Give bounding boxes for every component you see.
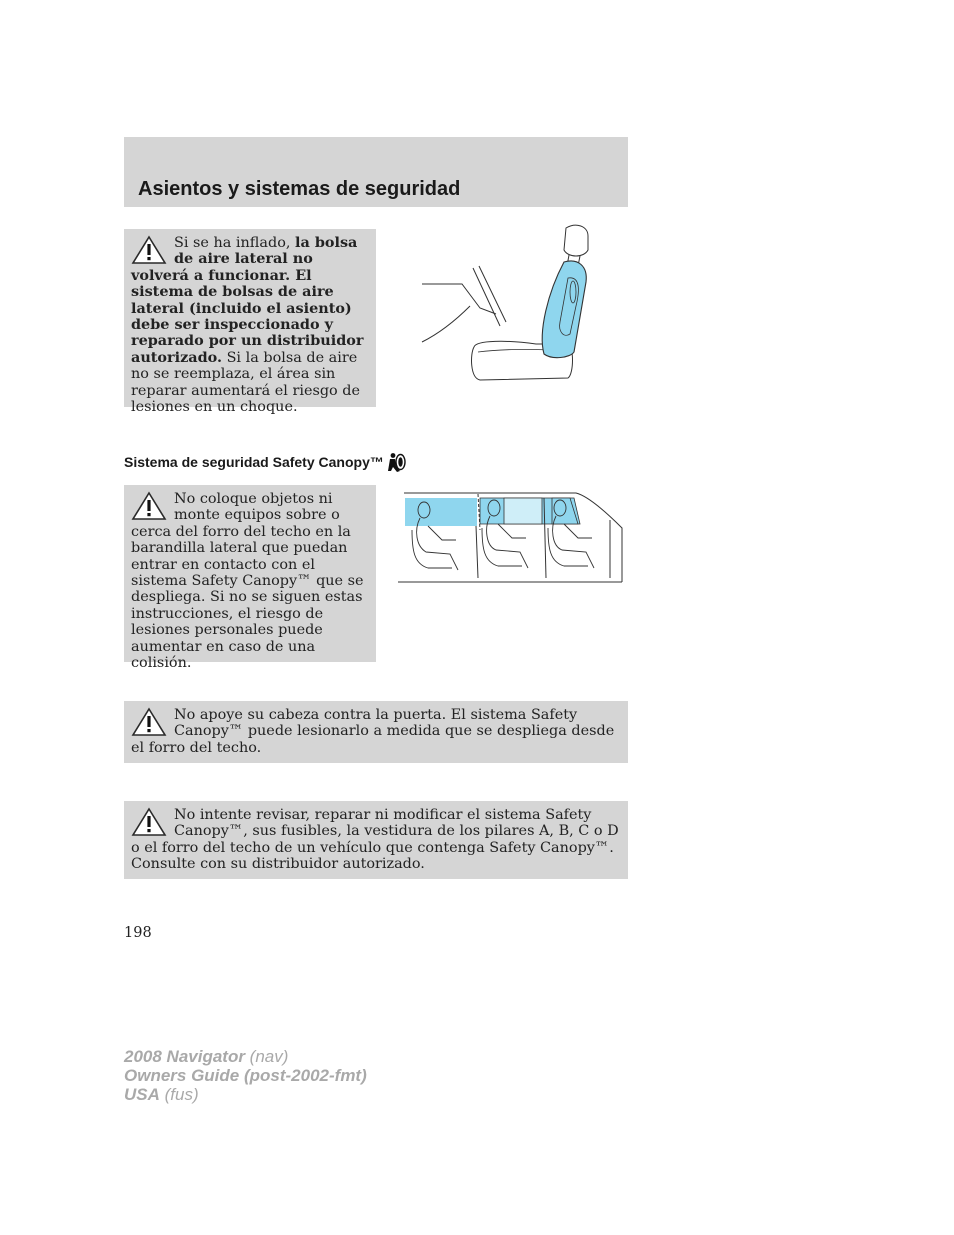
warning-box-headliner xyxy=(124,485,376,672)
footer-line-model: 2008 Navigator (nav) xyxy=(124,1047,289,1066)
warning-triangle-icon xyxy=(131,707,167,737)
warning-triangle-icon xyxy=(131,491,167,521)
warning-text: No intente revisar, reparar ni modificar el sistema Safety Canopy™, sus fusibles, la vestidura de los pilares A, B, C o D o el forro del techo de un vehículo que contenga Safety Canopy™. Consulte con su distribuidor autorizado. xyxy=(131,807,619,873)
footer-line-market: USA (fus) xyxy=(124,1085,199,1104)
document-footer xyxy=(124,1047,367,1104)
page-number: 198 xyxy=(124,925,152,941)
warning-box-head-door xyxy=(124,701,628,763)
page-title: Asientos y sistemas de seguridad xyxy=(138,178,461,200)
warning-box-side-airbag xyxy=(124,229,376,416)
safety-canopy-vehicle-illustration xyxy=(398,490,624,586)
seat-side-airbag-illustration xyxy=(418,222,598,384)
side-airbag-icon xyxy=(386,452,406,472)
warning-text: Si se ha inflado, la bolsa de aire lateral no volverá a funcionar. El sistema de bolsas de aire lateral (incluido el asiento) debe ser inspeccionado y reparado por un distribuidor autorizado. Si la bolsa de aire no se reemplaza, el área sin reparar aumentará el riesgo de lesiones en un choque. xyxy=(131,234,364,416)
section-heading-text: Sistema de seguridad Safety Canopy™ xyxy=(124,454,384,470)
section-heading xyxy=(124,452,406,472)
section-header-band xyxy=(124,137,628,207)
warning-text: No coloque objetos ni monte equipos sobre o cerca del forro del techo en la barandilla lateral que puedan entrar en contacto con el sistema Safety Canopy™ que se despliega. Si no se siguen estas instrucciones, el riesgo de lesiones personales puede aumentar en caso de una colisión. xyxy=(131,491,364,672)
warning-triangle-icon xyxy=(131,235,167,265)
warning-triangle-icon xyxy=(131,807,167,837)
footer-line-guide: Owners Guide (post-2002-fmt) xyxy=(124,1066,367,1085)
warning-text: No apoye su cabeza contra la puerta. El sistema Safety Canopy™ puede lesionarlo a medida que se despliega desde el forro del techo. xyxy=(131,707,615,756)
warning-box-service xyxy=(124,801,628,879)
